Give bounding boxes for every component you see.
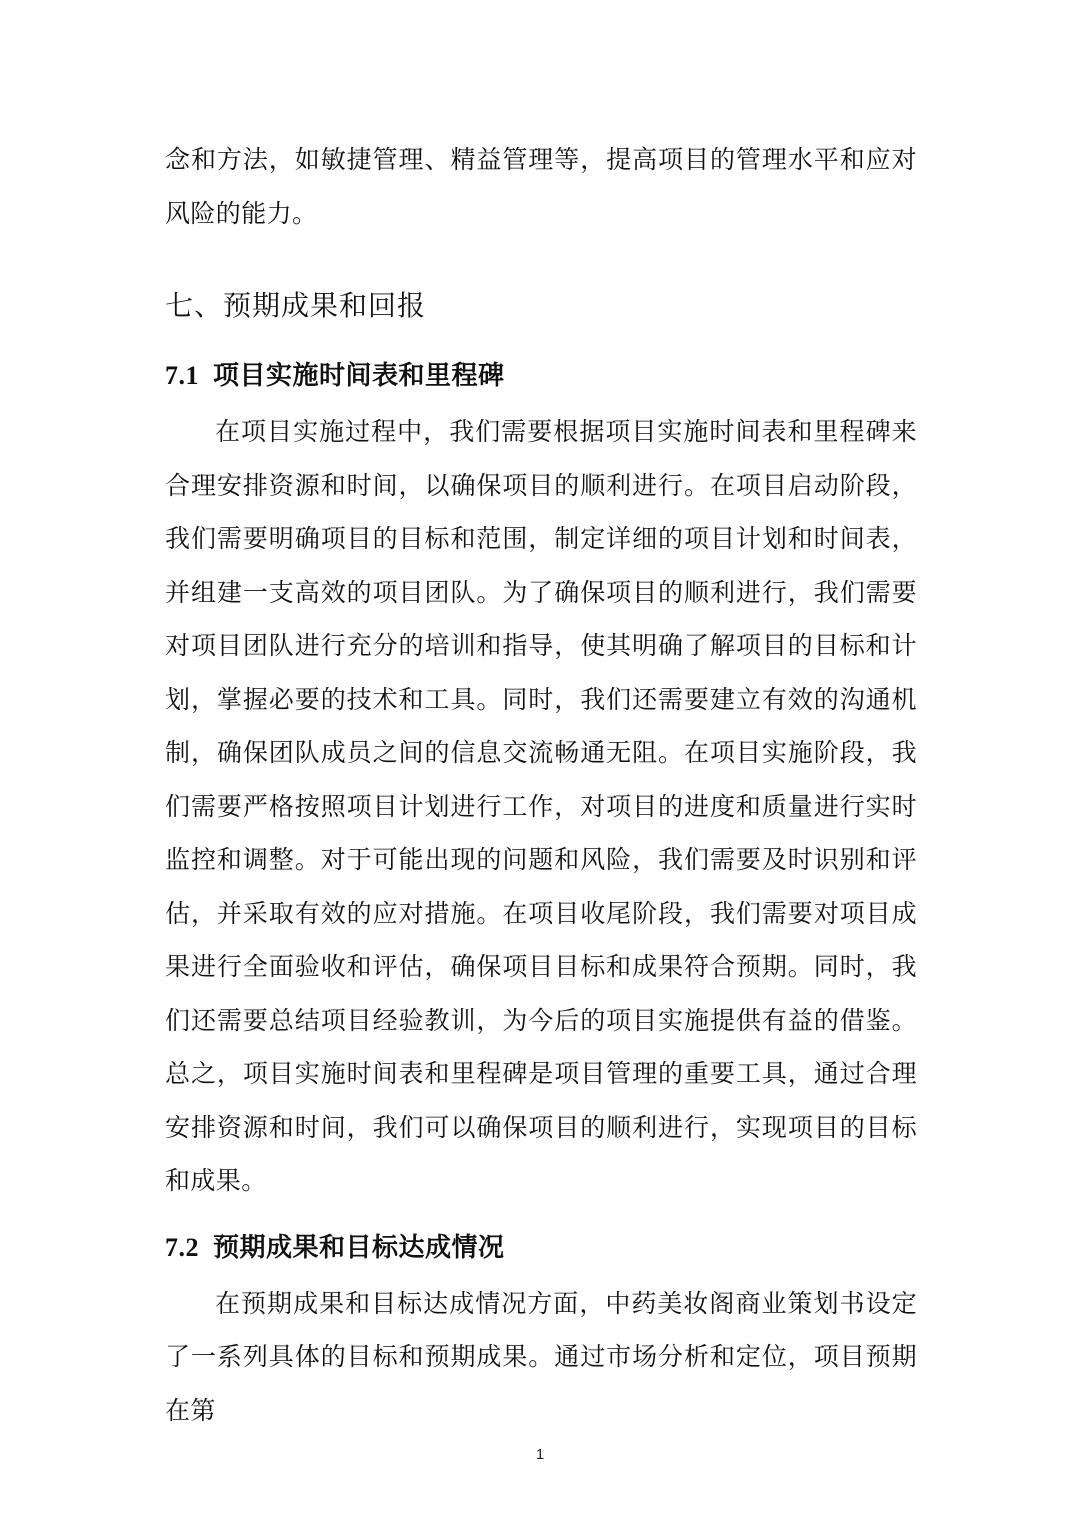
section-title: 项目实施时间表和里程碑 [213,361,505,391]
section-paragraph-7-1: 在项目实施过程中，我们需要根据项目实施时间表和里程碑来合理安排资源和时间，以确保项目的顺利进行。在项目启动阶段，我们需要明确项目的目标和范围，制定详细的项目计划和时间表，并组建一支高效的项目团队。为了确保项目的顺利进行，我们需要对项目团队进行充分的培训和指导，使其明确了解项目的目标和计划，掌握必要的技术和工具。同时，我们还需要建立有效的沟通机制，确保团队成员之间的信息交流畅通无阻。在项目实施阶段，我们需要严格按照项目计划进行工作，对项目的进度和质量进行实时监控和调整。对于可能出现的问题和风险，我们需要及时识别和评估，并采取有效的应对措施。在项目收尾阶段，我们需要对项目成果进行全面验收和评估，确保项目目标和成果符合预期。同时，我们还需要总结项目经验教训，为今后的项目实施提供有益的借鉴。总之，项目实施时间表和里程碑是项目管理的重要工具，通过合理安排资源和时间，我们可以确保项目的顺利进行，实现项目的目标和成果。 [165,417,917,1195]
continuation-paragraph: 念和方法，如敏捷管理、精益管理等，提高项目的管理水平和应对风险的能力。 [165,145,917,228]
section-number: 7.2 [165,1232,199,1262]
page-content [165,133,917,1437]
page-number: 1 [535,1446,545,1463]
section-title: 预期成果和目标达成情况 [213,1232,505,1263]
section-paragraph-7-2: 在预期成果和目标达成情况方面，中药美妆阁商业策划书设定了一系列具体的目标和预期成果。通过市场分析和定位，项目预期在第 [165,1288,917,1425]
chapter-heading: 七、预期成果和回报 [165,289,427,322]
section-heading-7-2 [165,1222,917,1274]
section-number: 7.1 [165,361,199,390]
section-heading-7-1 [165,350,917,402]
